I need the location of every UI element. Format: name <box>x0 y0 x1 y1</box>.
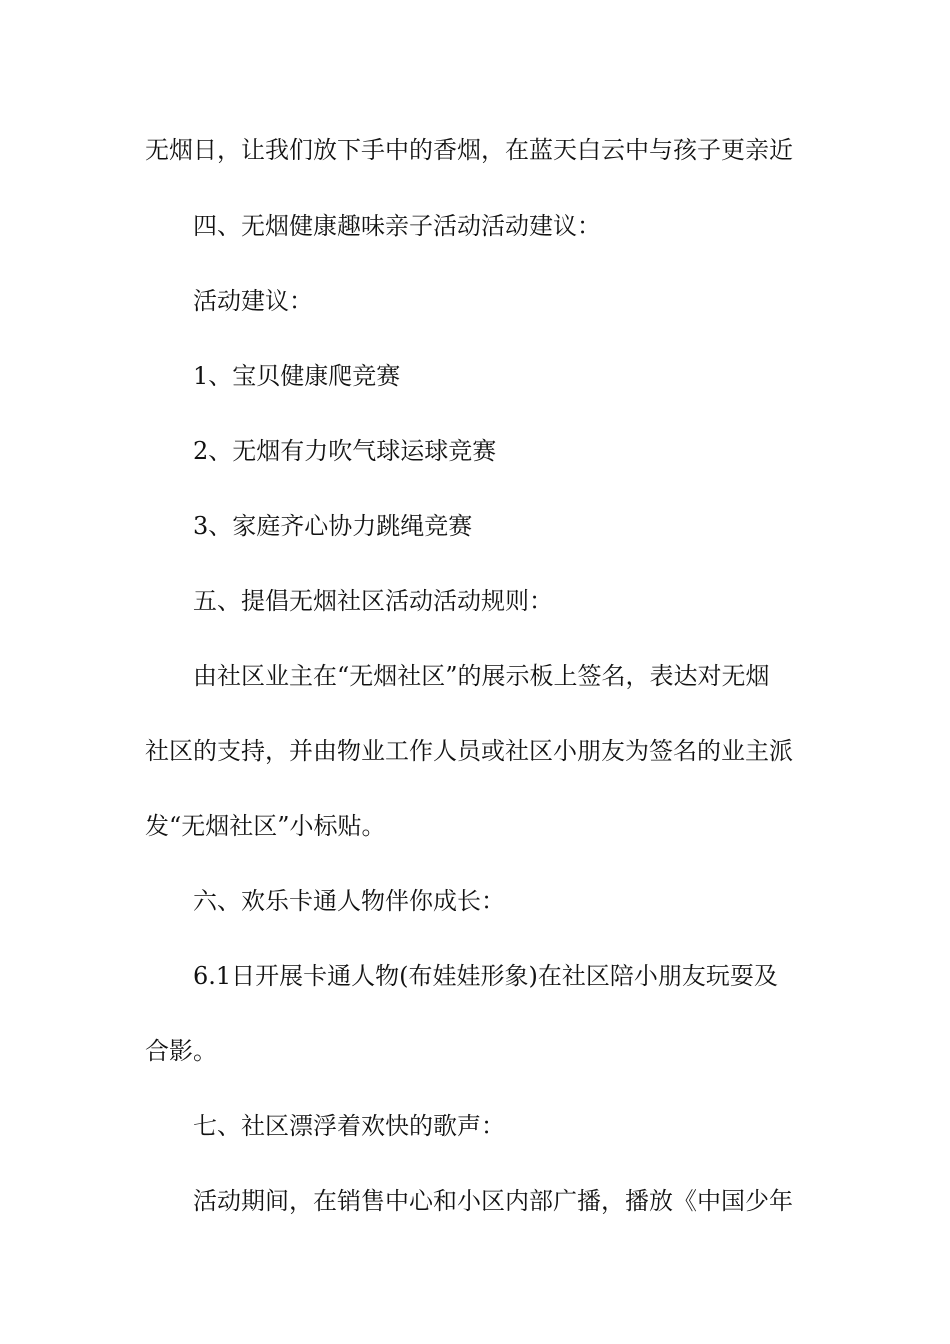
text-line: 活动期间，在销售中心和小区内部广播，播放《中国少年 <box>193 1187 793 1215</box>
section-heading-6: 六、欢乐卡通人物伴你成长： <box>193 887 505 915</box>
text-line: 发“无烟社区”小标贴。 <box>145 812 386 840</box>
section-heading-7: 七、社区漂浮着欢快的歌声： <box>193 1112 505 1140</box>
section-heading-5: 五、提倡无烟社区活动活动规则： <box>193 587 553 615</box>
text-line: 无烟日，让我们放下手中的香烟，在蓝天白云中与孩子更亲近 <box>145 136 793 164</box>
text-line: 合影。 <box>145 1037 217 1065</box>
text-line: 活动建议： <box>193 287 313 315</box>
list-item: 2、无烟有力吹气球运球竞赛 <box>193 437 497 465</box>
text-line: 社区的支持，并由物业工作人员或社区小朋友为签名的业主派 <box>145 737 793 765</box>
text-line: 6.1日开展卡通人物(布娃娃形象)在社区陪小朋友玩耍及 <box>193 962 778 990</box>
text-line: 由社区业主在“无烟社区”的展示板上签名，表达对无烟 <box>193 662 770 690</box>
section-heading-4: 四、无烟健康趣味亲子活动活动建议： <box>193 212 601 240</box>
list-item: 3、家庭齐心协力跳绳竞赛 <box>193 512 473 540</box>
list-item: 1、宝贝健康爬竞赛 <box>193 362 401 390</box>
